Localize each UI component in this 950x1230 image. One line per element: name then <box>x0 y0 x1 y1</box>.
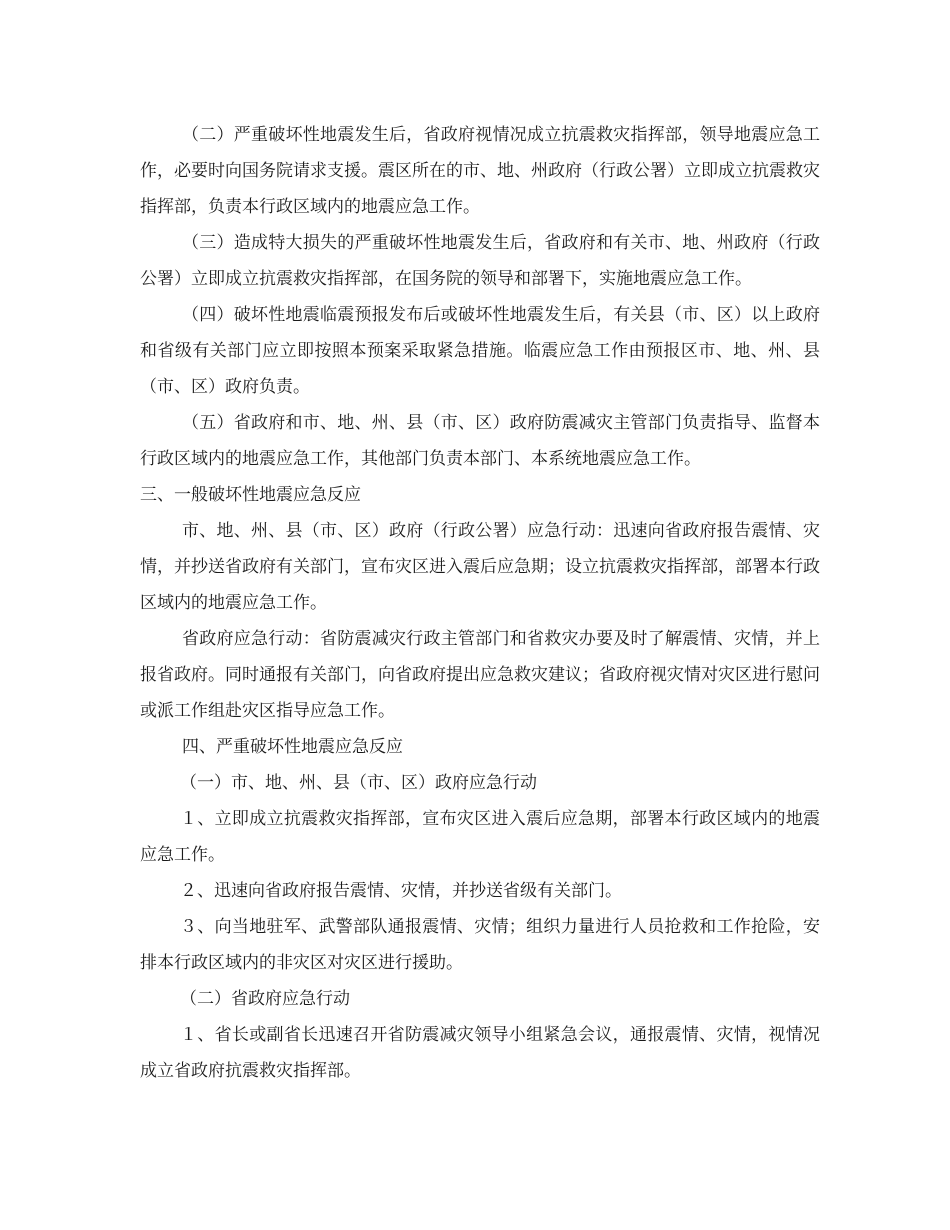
document-body <box>140 117 820 1089</box>
paragraph-2-leadership: （二）严重破坏性地震发生后，省政府视情况成立抗震救灾指挥部，领导地震应急工作，必要时向国务院请求支援。震区所在的市、地、州政府（行政公署）立即成立抗震救灾指挥部，负责本行政区域内的地震应急工作。 <box>140 125 820 217</box>
section-heading-severe-response: 四、严重破坏性地震应急反应 <box>182 737 403 757</box>
paragraph-provincial-action: 省政府应急行动：省防震减灾行政主管部门和省救灾办要及时了解震情、灾情，并上报省政府。同时通报有关部门，向省政府提出应急救灾建议；省政府视灾情对灾区进行慰问或派工作组赴灾区指导应急工作。 <box>140 629 820 721</box>
list-item-1-command: １、立即成立抗震救灾指挥部，宣布灾区进入震后应急期，部署本行政区域内的地震应急工作。 <box>140 809 820 865</box>
list-item-1-emergency-meeting: １、省长或副省长迅速召开省防震减灾领导小组紧急会议，通报震情、灾情，视情况成立省政府抗震救灾指挥部。 <box>140 1025 820 1081</box>
subsection-heading-local-government: （一）市、地、州、县（市、区）政府应急行动 <box>180 773 537 793</box>
section-heading-general-response: 三、一般破坏性地震应急反应 <box>140 485 361 505</box>
paragraph-4-forecast: （四）破坏性地震临震预报发布后或破坏性地震发生后，有关县（市、区）以上政府和省级有关部门应立即按照本预案采取紧急措施。临震应急工作由预报区市、地、州、县（市、区）政府负责。 <box>140 305 820 397</box>
paragraph-5-supervision: （五）省政府和市、地、州、县（市、区）政府防震减灾主管部门负责指导、监督本行政区域内的地震应急工作，其他部门负责本部门、本系统地震应急工作。 <box>140 413 820 469</box>
list-item-3-rescue: ３、向当地驻军、武警部队通报震情、灾情；组织力量进行人员抢救和工作抢险，安排本行政区域内的非灾区对灾区进行援助。 <box>140 917 820 973</box>
paragraph-3-major-loss: （三）造成特大损失的严重破坏性地震发生后，省政府和有关市、地、州政府（行政公署）立即成立抗震救灾指挥部，在国务院的领导和部署下，实施地震应急工作。 <box>140 233 820 289</box>
list-item-2-report: ２、迅速向省政府报告震情、灾情，并抄送省级有关部门。 <box>180 881 622 901</box>
paragraph-local-action: 市、地、州、县（市、区）政府（行政公署）应急行动：迅速向省政府报告震情、灾情，并抄送省政府有关部门，宣布灾区进入震后应急期；设立抗震救灾指挥部，部署本行政区域内的地震应急工作。 <box>140 521 820 613</box>
subsection-heading-provincial-government: （二）省政府应急行动 <box>180 989 350 1009</box>
